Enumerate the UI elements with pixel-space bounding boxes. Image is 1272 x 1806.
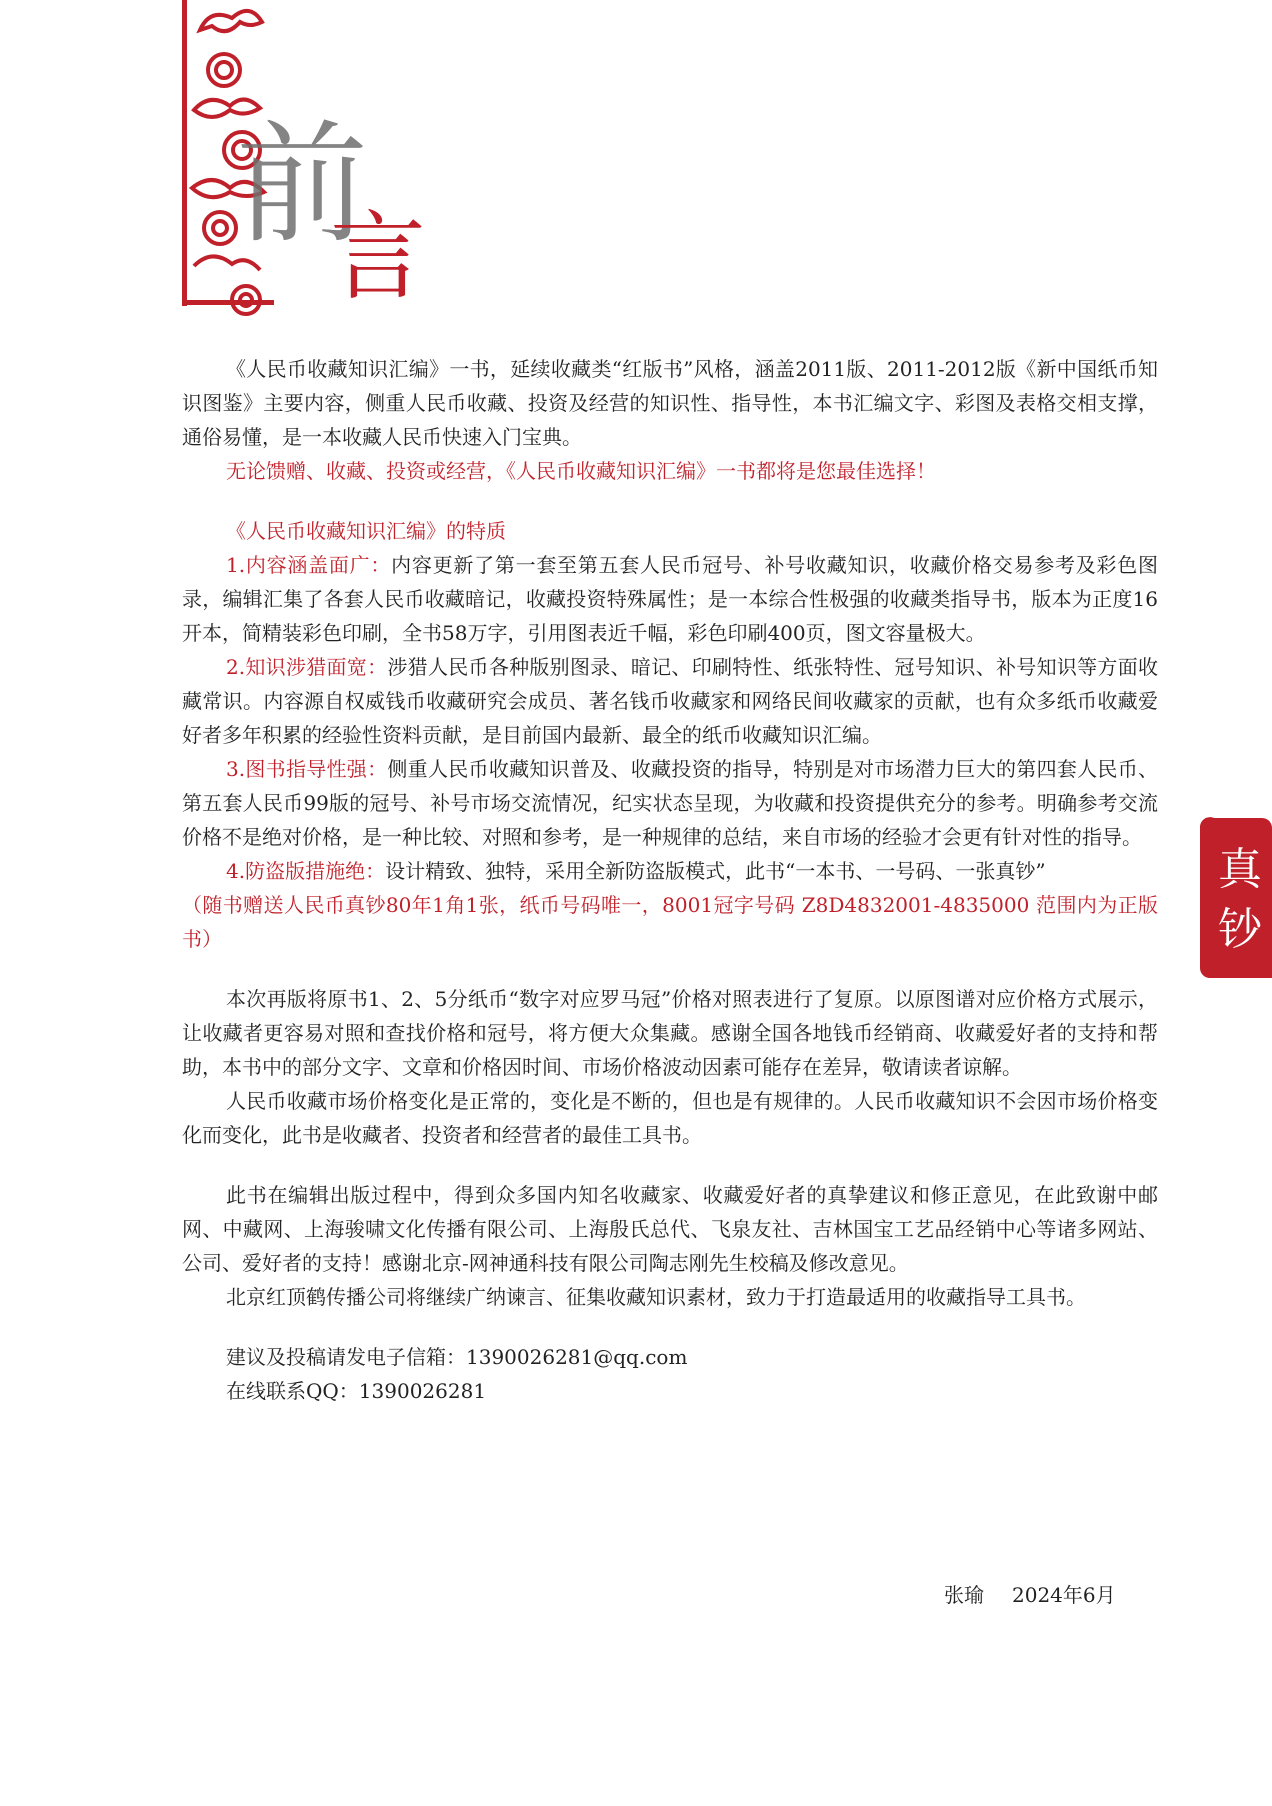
feature-text: 设计精致、独特，采用全新防盗版模式，此书“一本书、一号码、一张真钞” (385, 859, 1046, 883)
thanks-paragraph: 此书在编辑出版过程中，得到众多国内知名收藏家、收藏爱好者的真挚建议和修正意见，在此致谢中邮网、中藏网、上海骏啸文化传播有限公司、上海殷氏总代、飞泉友社、吉林国宝工艺品经销中心等诸多网站、公司、爱好者的支持！感谢北京-网神通科技有限公司陶志刚先生校稿及修改意见。 (182, 1183, 1158, 1275)
feature-item (182, 548, 1158, 650)
ornament-left-border (182, 0, 187, 306)
signature-date: 2024年6月 (1012, 1583, 1116, 1607)
heading-char-yan: 言 (330, 204, 426, 311)
red-seal-stamp (1200, 812, 1272, 982)
seal-char-1: 真 (1218, 845, 1262, 894)
ornament-bottom-border (182, 300, 274, 305)
feature-label: 3.图书指导性强： (226, 757, 388, 781)
reprint-paragraph: 本次再版将原书1、2、5分纸币“数字对应罗马冠”价格对照表进行了复原。以原图谱对应价格方式展示，让收藏者更容易对照和查找价格和冠号，将方便大众集藏。感谢全国各地钱币经销商、收藏爱好者的支持和帮助，本书中的部分文字、文章和价格因时间、市场价格波动因素可能存在差异，敬请读者谅解。 (182, 987, 1158, 1079)
feature-item (182, 650, 1158, 752)
anti-piracy-note: （随书赠送人民币真钞80年1角1张，纸币号码唯一，8001冠字号码 Z8D4832001-4835000 范围内为正版书） (182, 893, 1158, 951)
feature-label: 4.防盗版措施绝： (226, 859, 386, 883)
feature-text: 侧重人民币收藏知识普及、收藏投资的指导，特别是对市场潜力巨大的第四套人民币、第五套人民币99版的冠号、补号市场交流情况，纪实状态呈现，为收藏和投资提供充分的参考。明确参考交流价格不是绝对价格，是一种比较、对照和参考，是一种规律的总结，来自市场的经验才会更有针对性的指导。 (182, 757, 1159, 849)
preface-body (182, 352, 1158, 1408)
intro-paragraph: 《人民币收藏知识汇编》一书，延续收藏类“红版书”风格，涵盖2011版、2011-2012版《新中国纸币知识图鉴》主要内容，侧重人民币收藏、投资及经营的知识性、指导性，本书汇编文字、彩图及表格交相支撑，通俗易懂，是一本收藏人民币快速入门宝典。 (182, 357, 1158, 449)
heading-char-qian: 前 (236, 112, 368, 259)
author-name: 张瑜 (944, 1583, 984, 1607)
feature-item (182, 854, 1158, 888)
seal-char-2: 钞 (1218, 905, 1262, 954)
feature-label: 1.内容涵盖面广： (226, 553, 392, 577)
contact-email-line: 建议及投稿请发电子信箱：1390026281@qq.com (226, 1345, 688, 1369)
slogan-line: 无论馈赠、收藏、投资或经营，《人民币收藏知识汇编》一书都将是您最佳选择！ (226, 459, 936, 483)
feature-label: 2.知识涉猎面宽： (226, 655, 388, 679)
feature-item (182, 752, 1158, 854)
market-paragraph: 人民币收藏市场价格变化是正常的，变化是不断的，但也是有规律的。人民币收藏知识不会因市场价格变化而变化，此书是收藏者、投资者和经营者的最佳工具书。 (182, 1089, 1158, 1147)
features-title: 《人民币收藏知识汇编》的特质 (226, 519, 506, 543)
feature-text: 内容更新了第一套至第五套人民币冠号、补号收藏知识，收藏价格交易参考及彩色图录，编辑汇集了各套人民币收藏暗记，收藏投资特殊属性；是一本综合性极强的收藏类指导书，版本为正度16开本，简精装彩色印刷，全书58万字，引用图表近千幅，彩色印刷400页，图文容量极大。 (182, 553, 1159, 645)
signature (944, 1578, 1116, 1612)
feature-text: 涉猎人民币各种版别图录、暗记、印刷特性、纸张特性、冠号知识、补号知识等方面收藏常识。内容源自权威钱币收藏研究会成员、著名钱币收藏家和网络民间收藏家的贡献，也有众多纸币收藏爱好者多年积累的经验性资料贡献，是目前国内最新、最全的纸币收藏知识汇编。 (182, 655, 1159, 747)
contact-qq-line: 在线联系QQ：1390026281 (226, 1379, 487, 1403)
publisher-paragraph: 北京红顶鹤传播公司将继续广纳谏言、征集收藏知识素材，致力于打造最适用的收藏指导工具书。 (226, 1285, 1086, 1309)
preface-header-ornament (180, 0, 450, 340)
